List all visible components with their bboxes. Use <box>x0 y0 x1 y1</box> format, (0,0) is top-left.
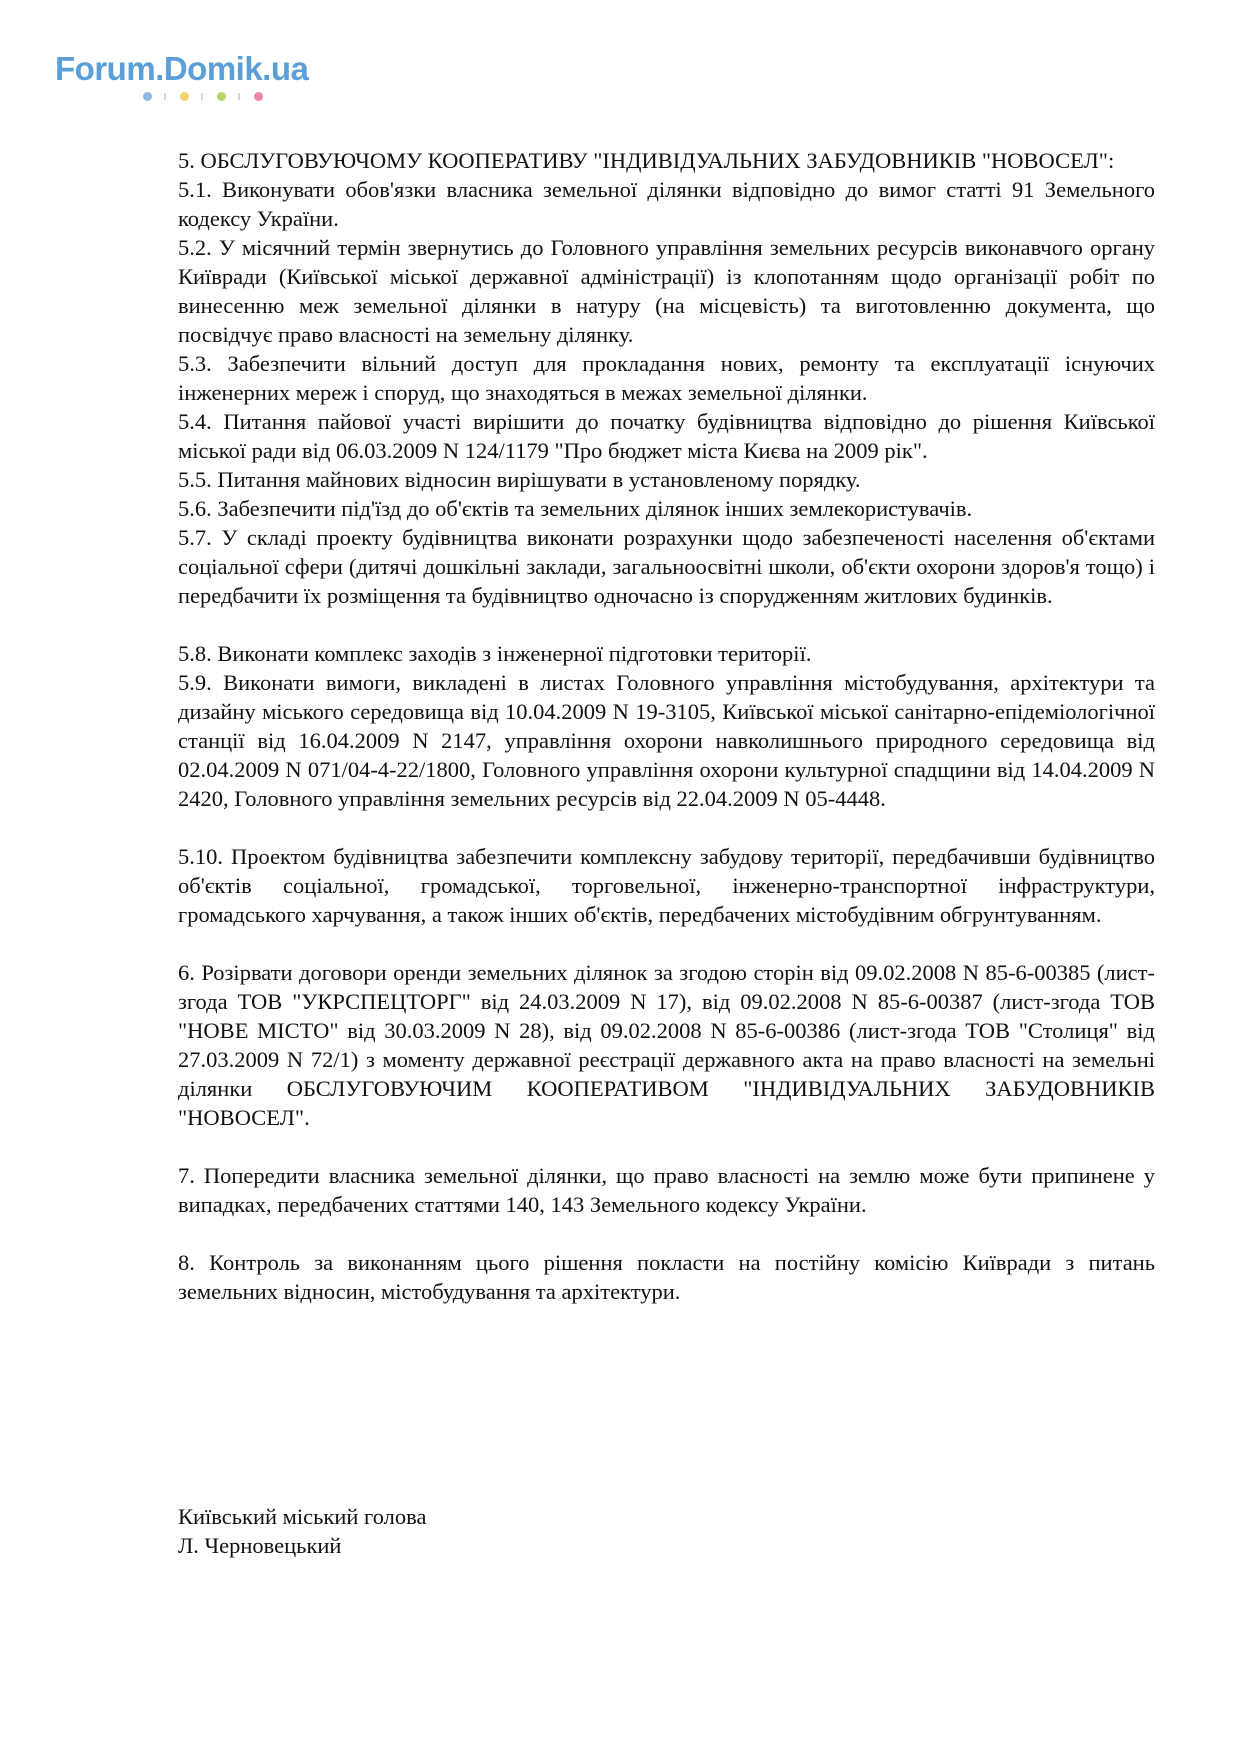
forum-watermark-logo <box>55 50 335 106</box>
watermark-text: Forum.Domik.ua <box>55 50 309 87</box>
paragraph-gap <box>178 610 1155 639</box>
paragraph: 6. Розірвати договори оренди земельних ділянок за згодою сторін від 09.02.2008 N 85-6-00385 (лист-згода ТОВ "УКРСПЕЦТОРГ" від 24.03.2009 N 17), від 09.02.2008 N 85-6-00387 (лист-згода ТОВ "НОВЕ МІСТО" від 30.03.2009 N 28), від 09.02.2008 N 85-6-00386 (лист-згода ТОВ "Столиця" від 27.03.2009 N 72/1) з моменту державної реєстрації державного акта на право власності на земельні ділянки ОБСЛУГОВУЮЧИМ КООПЕРАТИВОМ "ІНДИВІДУАЛЬНИХ ЗАБУДОВНИКІВ "НОВОСЕЛ". <box>178 960 1155 1130</box>
paragraph: 5.10. Проектом будівництва забезпечити комплексну забудову території, передбачивши будівництво об'єктів соціальної, громадської, торговельної, інженерно-транспортної інфраструктури, громадського харчування, а також інших об'єктів, передбачених містобудівним обгрунтуванням. <box>178 844 1155 927</box>
document-body <box>178 146 1155 1306</box>
watermark-separator <box>201 93 203 100</box>
paragraph: 8. Контроль за виконанням цього рішення покласти на постійну комісію Київради з питань земельних відносин, містобудування та архітектури. <box>178 1250 1155 1304</box>
watermark-dot <box>180 92 189 101</box>
paragraph-gap <box>178 1219 1155 1248</box>
paragraph: 5.3. Забезпечити вільний доступ для прокладання нових, ремонту та експлуатації існуючих інженерних мереж і споруд, що знаходяться в межах земельної ділянки. <box>178 351 1155 405</box>
paragraph: 7. Попередити власника земельної ділянки, що право власності на землю може бути припинене у випадках, передбачених статтями 140, 143 Земельного кодексу України. <box>178 1163 1155 1217</box>
paragraph-gap <box>178 813 1155 842</box>
watermark-dot <box>217 92 226 101</box>
paragraph-gap <box>178 1132 1155 1161</box>
watermark-dot <box>254 92 263 101</box>
watermark-dots <box>55 90 335 102</box>
paragraph: 5.6. Забезпечити під'їзд до об'єктів та земельних ділянок інших землекористувачів. <box>178 496 973 521</box>
paragraph: 5.8. Виконати комплекс заходів з інженерної підготовки території. <box>178 641 812 666</box>
paragraph: 5.7. У складі проекту будівництва виконати розрахунки щодо забезпеченості населення об'єктами соціальної сфери (дитячі дошкільні заклади, загальноосвітні школи, об'єкти охорони здоров'я тощо) і передбачити їх розміщення та будівництво одночасно із спорудженням житлових будинків. <box>178 525 1155 608</box>
paragraph-gap <box>178 929 1155 958</box>
paragraph: 5. ОБСЛУГОВУЮЧОМУ КООПЕРАТИВУ "ІНДИВІДУАЛЬНИХ ЗАБУДОВНИКІВ "НОВОСЕЛ": <box>178 148 1115 173</box>
watermark-separator <box>238 93 240 100</box>
watermark-dot <box>143 92 152 101</box>
watermark-separator <box>164 93 166 100</box>
paragraph: 5.2. У місячний термін звернутись до Головного управління земельних ресурсів виконавчого органу Київради (Київської міської державної адміністрації) із клопотанням щодо організації робіт по винесенню меж земельної ділянки в натуру (на місцевість) та виготовленню документа, що посвідчує право власності на земельну ділянку. <box>178 235 1155 347</box>
paragraph: 5.9. Виконати вимоги, викладені в листах Головного управління містобудування, архітектури та дизайну міського середовища від 10.04.2009 N 19-3105, Київської міської санітарно-епідеміологічної станції від 16.04.2009 N 2147, управління охорони навколишнього природного середовища від 02.04.2009 N 071/04-4-22/1800, Головного управління охорони культурної спадщини від 14.04.2009 N 2420, Головного управління земельних ресурсів від 22.04.2009 N 05-4448. <box>178 670 1155 811</box>
paragraph: 5.4. Питання пайової участі вирішити до початку будівництва відповідно до рішення Київської міської ради від 06.03.2009 N 124/1179 "Про бюджет міста Києва на 2009 рік". <box>178 409 1155 463</box>
signature-block <box>178 1502 426 1560</box>
paragraph: 5.1. Виконувати обов'язки власника земельної ділянки відповідно до вимог статті 91 Земельного кодексу України. <box>178 177 1155 231</box>
signatory-name: Л. Черновецький <box>178 1533 342 1558</box>
paragraph: 5.5. Питання майнових відносин вирішувати в установленому порядку. <box>178 467 861 492</box>
signatory-title: Київський міський голова <box>178 1504 427 1529</box>
